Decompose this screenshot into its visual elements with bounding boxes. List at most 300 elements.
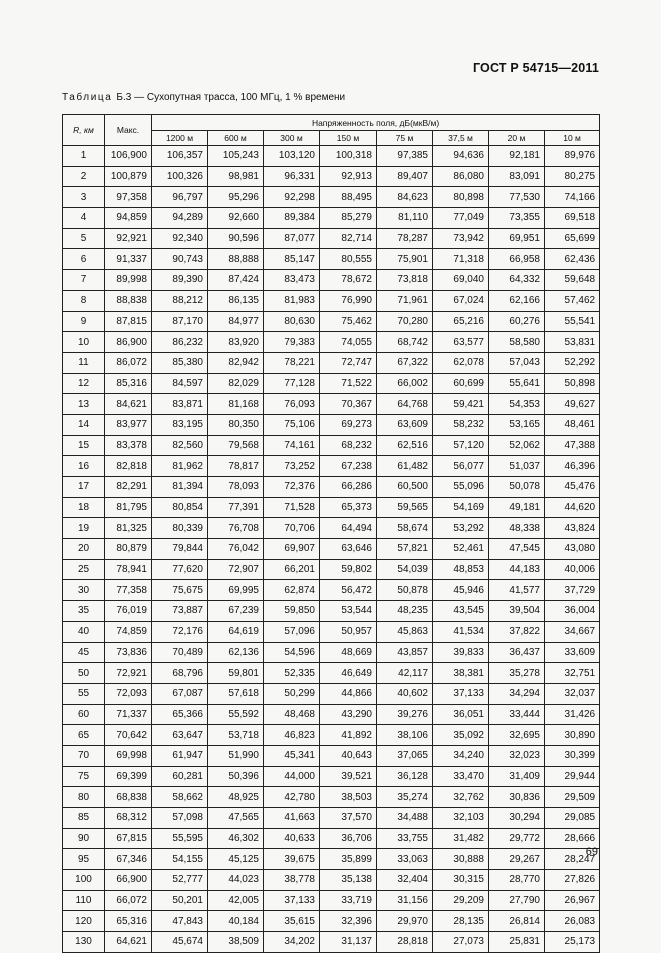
value-cell: 59,565	[377, 497, 433, 518]
value-cell: 54,155	[152, 849, 208, 870]
value-cell: 55,541	[545, 311, 600, 332]
value-cell: 30,890	[545, 725, 600, 746]
field-strength-table	[62, 114, 600, 953]
value-cell: 36,128	[377, 766, 433, 787]
value-cell: 46,396	[545, 456, 600, 477]
value-cell: 92,913	[320, 166, 377, 187]
table-row	[63, 704, 600, 725]
value-cell: 51,037	[489, 456, 545, 477]
table-row	[63, 518, 600, 539]
table-row	[63, 663, 600, 684]
value-cell: 52,292	[545, 352, 600, 373]
value-cell: 86,072	[105, 352, 152, 373]
value-cell: 45,674	[152, 932, 208, 953]
distance-cell: 8	[63, 290, 105, 311]
value-cell: 30,836	[489, 787, 545, 808]
value-cell: 74,055	[320, 332, 377, 353]
table-row	[63, 828, 600, 849]
page-number: 69	[585, 846, 598, 858]
value-cell: 74,161	[264, 435, 320, 456]
table-row	[63, 725, 600, 746]
value-cell: 77,128	[264, 373, 320, 394]
value-cell: 90,743	[152, 249, 208, 270]
value-cell: 100,326	[152, 166, 208, 187]
value-cell: 63,646	[320, 539, 377, 560]
value-cell: 36,706	[320, 828, 377, 849]
value-cell: 37,065	[377, 745, 433, 766]
distance-cell: 6	[63, 249, 105, 270]
value-cell: 45,125	[208, 849, 264, 870]
value-cell: 63,577	[433, 332, 489, 353]
value-cell: 88,495	[320, 187, 377, 208]
value-cell: 68,838	[105, 787, 152, 808]
value-cell: 68,232	[320, 435, 377, 456]
distance-cell: 9	[63, 311, 105, 332]
value-cell: 57,821	[377, 539, 433, 560]
col-header-r: R, км	[63, 115, 105, 146]
distance-cell: 35	[63, 601, 105, 622]
value-cell: 77,358	[105, 580, 152, 601]
value-cell: 50,299	[264, 683, 320, 704]
value-cell: 73,355	[489, 208, 545, 229]
value-cell: 32,103	[433, 808, 489, 829]
value-cell: 71,337	[105, 704, 152, 725]
value-cell: 26,814	[489, 911, 545, 932]
value-cell: 68,742	[377, 332, 433, 353]
value-cell: 36,437	[489, 642, 545, 663]
value-cell: 76,990	[320, 290, 377, 311]
value-cell: 52,062	[489, 435, 545, 456]
value-cell: 37,133	[264, 890, 320, 911]
value-cell: 53,292	[433, 518, 489, 539]
value-cell: 81,110	[377, 208, 433, 229]
value-cell: 85,147	[264, 249, 320, 270]
distance-cell: 40	[63, 621, 105, 642]
value-cell: 55,592	[208, 704, 264, 725]
value-cell: 80,275	[545, 166, 600, 187]
table-row	[63, 890, 600, 911]
distance-cell: 11	[63, 352, 105, 373]
value-cell: 81,325	[105, 518, 152, 539]
distance-cell: 4	[63, 208, 105, 229]
value-cell: 83,473	[264, 270, 320, 291]
document-code: ГОСТ Р 54715—2011	[472, 61, 599, 75]
value-cell: 92,660	[208, 208, 264, 229]
value-cell: 31,137	[320, 932, 377, 953]
distance-cell: 95	[63, 849, 105, 870]
value-cell: 79,383	[264, 332, 320, 353]
value-cell: 85,380	[152, 352, 208, 373]
value-cell: 106,357	[152, 146, 208, 167]
value-cell: 64,494	[320, 518, 377, 539]
distance-cell: 2	[63, 166, 105, 187]
value-cell: 37,133	[433, 683, 489, 704]
value-cell: 37,729	[545, 580, 600, 601]
value-cell: 63,647	[152, 725, 208, 746]
value-cell: 29,085	[545, 808, 600, 829]
value-cell: 72,093	[105, 683, 152, 704]
value-cell: 80,854	[152, 497, 208, 518]
value-cell: 103,120	[264, 146, 320, 167]
value-cell: 48,468	[264, 704, 320, 725]
value-cell: 96,797	[152, 187, 208, 208]
value-cell: 71,528	[264, 497, 320, 518]
value-cell: 76,042	[208, 539, 264, 560]
value-cell: 41,534	[433, 621, 489, 642]
value-cell: 43,857	[377, 642, 433, 663]
value-cell: 28,247	[545, 849, 600, 870]
value-cell: 73,887	[152, 601, 208, 622]
value-cell: 30,294	[489, 808, 545, 829]
distance-cell: 16	[63, 456, 105, 477]
value-cell: 44,000	[264, 766, 320, 787]
value-cell: 61,482	[377, 456, 433, 477]
distance-cell: 100	[63, 870, 105, 891]
value-cell: 29,970	[377, 911, 433, 932]
value-cell: 48,853	[433, 559, 489, 580]
value-cell: 52,335	[264, 663, 320, 684]
distance-cell: 85	[63, 808, 105, 829]
value-cell: 100,879	[105, 166, 152, 187]
distance-cell: 5	[63, 228, 105, 249]
value-cell: 51,990	[208, 745, 264, 766]
value-cell: 33,470	[433, 766, 489, 787]
value-cell: 83,920	[208, 332, 264, 353]
value-cell: 38,503	[320, 787, 377, 808]
value-cell: 92,298	[264, 187, 320, 208]
value-cell: 57,462	[545, 290, 600, 311]
value-cell: 64,619	[208, 621, 264, 642]
value-cell: 55,641	[489, 373, 545, 394]
value-cell: 57,043	[489, 352, 545, 373]
value-cell: 33,755	[377, 828, 433, 849]
value-cell: 33,063	[377, 849, 433, 870]
value-cell: 47,843	[152, 911, 208, 932]
value-cell: 69,907	[264, 539, 320, 560]
value-cell: 68,796	[152, 663, 208, 684]
value-cell: 98,981	[208, 166, 264, 187]
value-cell: 28,135	[433, 911, 489, 932]
value-cell: 72,747	[320, 352, 377, 373]
value-cell: 32,404	[377, 870, 433, 891]
value-cell: 65,216	[433, 311, 489, 332]
value-cell: 30,315	[433, 870, 489, 891]
value-cell: 74,859	[105, 621, 152, 642]
distance-cell: 13	[63, 394, 105, 415]
value-cell: 88,212	[152, 290, 208, 311]
table-row	[63, 601, 600, 622]
distance-cell: 12	[63, 373, 105, 394]
value-cell: 75,901	[377, 249, 433, 270]
value-cell: 82,714	[320, 228, 377, 249]
value-cell: 57,618	[208, 683, 264, 704]
value-cell: 91,337	[105, 249, 152, 270]
value-cell: 69,040	[433, 270, 489, 291]
value-cell: 50,078	[489, 477, 545, 498]
table-row	[63, 911, 600, 932]
value-cell: 80,555	[320, 249, 377, 270]
value-cell: 87,077	[264, 228, 320, 249]
value-cell: 92,340	[152, 228, 208, 249]
group-header: Напряженность поля, дБ(мкВ/м)	[152, 115, 600, 131]
value-cell: 31,426	[545, 704, 600, 725]
distance-cell: 80	[63, 787, 105, 808]
value-cell: 84,621	[105, 394, 152, 415]
value-cell: 60,276	[489, 311, 545, 332]
value-cell: 33,609	[545, 642, 600, 663]
value-cell: 71,318	[433, 249, 489, 270]
value-cell: 80,339	[152, 518, 208, 539]
value-cell: 89,407	[377, 166, 433, 187]
value-cell: 71,961	[377, 290, 433, 311]
value-cell: 36,051	[433, 704, 489, 725]
table-row	[63, 352, 600, 373]
value-cell: 63,609	[377, 414, 433, 435]
value-cell: 83,378	[105, 435, 152, 456]
value-cell: 71,522	[320, 373, 377, 394]
value-cell: 48,925	[208, 787, 264, 808]
distance-cell: 20	[63, 539, 105, 560]
value-cell: 80,879	[105, 539, 152, 560]
value-cell: 78,221	[264, 352, 320, 373]
value-cell: 32,023	[489, 745, 545, 766]
value-cell: 65,366	[152, 704, 208, 725]
value-cell: 84,623	[377, 187, 433, 208]
value-cell: 52,777	[152, 870, 208, 891]
value-cell: 66,900	[105, 870, 152, 891]
table-row	[63, 187, 600, 208]
value-cell: 62,516	[377, 435, 433, 456]
value-cell: 40,633	[264, 828, 320, 849]
value-cell: 45,476	[545, 477, 600, 498]
value-cell: 29,267	[489, 849, 545, 870]
value-cell: 96,331	[264, 166, 320, 187]
value-cell: 28,666	[545, 828, 600, 849]
table-row	[63, 435, 600, 456]
value-cell: 32,396	[320, 911, 377, 932]
distance-cell: 45	[63, 642, 105, 663]
value-cell: 53,718	[208, 725, 264, 746]
table-row	[63, 208, 600, 229]
value-cell: 43,290	[320, 704, 377, 725]
value-cell: 67,346	[105, 849, 152, 870]
value-cell: 54,596	[264, 642, 320, 663]
value-cell: 69,998	[105, 745, 152, 766]
value-cell: 35,138	[320, 870, 377, 891]
value-cell: 82,818	[105, 456, 152, 477]
table-caption	[62, 92, 345, 103]
value-cell: 86,080	[433, 166, 489, 187]
value-cell: 65,373	[320, 497, 377, 518]
value-cell: 53,165	[489, 414, 545, 435]
value-cell: 25,173	[545, 932, 600, 953]
value-cell: 39,276	[377, 704, 433, 725]
distance-cell: 70	[63, 745, 105, 766]
value-cell: 105,243	[208, 146, 264, 167]
value-cell: 68,312	[105, 808, 152, 829]
distance-cell: 17	[63, 477, 105, 498]
value-cell: 70,642	[105, 725, 152, 746]
value-cell: 58,580	[489, 332, 545, 353]
value-cell: 41,892	[320, 725, 377, 746]
value-cell: 88,838	[105, 290, 152, 311]
value-cell: 25,831	[489, 932, 545, 953]
value-cell: 75,675	[152, 580, 208, 601]
value-cell: 26,967	[545, 890, 600, 911]
value-cell: 35,899	[320, 849, 377, 870]
value-cell: 81,983	[264, 290, 320, 311]
distance-cell: 50	[63, 663, 105, 684]
value-cell: 50,396	[208, 766, 264, 787]
value-cell: 66,002	[377, 373, 433, 394]
col-header-height: 20 м	[489, 131, 545, 146]
value-cell: 80,350	[208, 414, 264, 435]
distance-cell: 120	[63, 911, 105, 932]
value-cell: 59,421	[433, 394, 489, 415]
value-cell: 82,560	[152, 435, 208, 456]
value-cell: 57,098	[152, 808, 208, 829]
value-cell: 37,822	[489, 621, 545, 642]
table-row	[63, 870, 600, 891]
value-cell: 32,751	[545, 663, 600, 684]
value-cell: 69,995	[208, 580, 264, 601]
value-cell: 27,073	[433, 932, 489, 953]
value-cell: 34,667	[545, 621, 600, 642]
value-cell: 31,156	[377, 890, 433, 911]
value-cell: 56,077	[433, 456, 489, 477]
value-cell: 40,602	[377, 683, 433, 704]
value-cell: 34,202	[264, 932, 320, 953]
value-cell: 80,898	[433, 187, 489, 208]
value-cell: 39,833	[433, 642, 489, 663]
value-cell: 28,770	[489, 870, 545, 891]
value-cell: 73,252	[264, 456, 320, 477]
value-cell: 42,780	[264, 787, 320, 808]
value-cell: 78,287	[377, 228, 433, 249]
distance-cell: 25	[63, 559, 105, 580]
value-cell: 27,826	[545, 870, 600, 891]
value-cell: 62,436	[545, 249, 600, 270]
value-cell: 30,399	[545, 745, 600, 766]
value-cell: 77,391	[208, 497, 264, 518]
value-cell: 45,946	[433, 580, 489, 601]
col-header-height: 75 м	[377, 131, 433, 146]
value-cell: 35,615	[264, 911, 320, 932]
value-cell: 94,289	[152, 208, 208, 229]
value-cell: 40,184	[208, 911, 264, 932]
table-row	[63, 228, 600, 249]
table-row	[63, 766, 600, 787]
value-cell: 89,384	[264, 208, 320, 229]
value-cell: 64,621	[105, 932, 152, 953]
value-cell: 36,004	[545, 601, 600, 622]
table-row	[63, 477, 600, 498]
value-cell: 67,322	[377, 352, 433, 373]
table-row	[63, 808, 600, 829]
value-cell: 34,488	[377, 808, 433, 829]
value-cell: 84,977	[208, 311, 264, 332]
value-cell: 44,620	[545, 497, 600, 518]
value-cell: 47,545	[489, 539, 545, 560]
value-cell: 28,818	[377, 932, 433, 953]
value-cell: 73,942	[433, 228, 489, 249]
value-cell: 60,281	[152, 766, 208, 787]
value-cell: 58,232	[433, 414, 489, 435]
table-row	[63, 249, 600, 270]
value-cell: 77,049	[433, 208, 489, 229]
value-cell: 33,719	[320, 890, 377, 911]
value-cell: 58,662	[152, 787, 208, 808]
value-cell: 72,176	[152, 621, 208, 642]
value-cell: 73,818	[377, 270, 433, 291]
value-cell: 39,504	[489, 601, 545, 622]
table-row	[63, 146, 600, 167]
value-cell: 52,461	[433, 539, 489, 560]
distance-cell: 110	[63, 890, 105, 911]
value-cell: 54,353	[489, 394, 545, 415]
value-cell: 41,577	[489, 580, 545, 601]
value-cell: 95,296	[208, 187, 264, 208]
value-cell: 90,596	[208, 228, 264, 249]
caption-label: Таблица	[62, 92, 113, 103]
value-cell: 60,500	[377, 477, 433, 498]
value-cell: 59,850	[264, 601, 320, 622]
value-cell: 85,279	[320, 208, 377, 229]
table-row	[63, 621, 600, 642]
value-cell: 81,795	[105, 497, 152, 518]
value-cell: 29,944	[545, 766, 600, 787]
value-cell: 42,117	[377, 663, 433, 684]
value-cell: 30,888	[433, 849, 489, 870]
distance-cell: 30	[63, 580, 105, 601]
value-cell: 32,762	[433, 787, 489, 808]
value-cell: 39,675	[264, 849, 320, 870]
value-cell: 97,385	[377, 146, 433, 167]
col-header-height: 1200 м	[152, 131, 208, 146]
value-cell: 38,509	[208, 932, 264, 953]
value-cell: 86,232	[152, 332, 208, 353]
value-cell: 92,921	[105, 228, 152, 249]
value-cell: 56,472	[320, 580, 377, 601]
value-cell: 94,859	[105, 208, 152, 229]
table-row	[63, 497, 600, 518]
value-cell: 41,663	[264, 808, 320, 829]
value-cell: 59,801	[208, 663, 264, 684]
value-cell: 34,240	[433, 745, 489, 766]
distance-cell: 10	[63, 332, 105, 353]
value-cell: 32,037	[545, 683, 600, 704]
value-cell: 29,209	[433, 890, 489, 911]
value-cell: 44,866	[320, 683, 377, 704]
distance-cell: 55	[63, 683, 105, 704]
value-cell: 86,135	[208, 290, 264, 311]
value-cell: 62,136	[208, 642, 264, 663]
value-cell: 53,831	[545, 332, 600, 353]
distance-cell: 3	[63, 187, 105, 208]
value-cell: 77,530	[489, 187, 545, 208]
value-cell: 43,545	[433, 601, 489, 622]
value-cell: 50,957	[320, 621, 377, 642]
value-cell: 67,024	[433, 290, 489, 311]
value-cell: 106,900	[105, 146, 152, 167]
value-cell: 66,201	[264, 559, 320, 580]
value-cell: 50,878	[377, 580, 433, 601]
table-row	[63, 580, 600, 601]
value-cell: 97,358	[105, 187, 152, 208]
value-cell: 42,005	[208, 890, 264, 911]
table-row	[63, 414, 600, 435]
value-cell: 48,669	[320, 642, 377, 663]
